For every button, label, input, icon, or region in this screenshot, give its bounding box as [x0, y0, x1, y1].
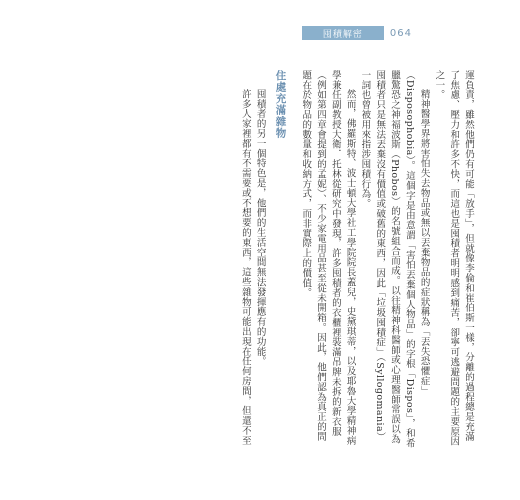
paragraph-continued: 運負責，雖然他們仍有可能「放手」，但就像李倫和崔伯斯一樣，分離的過程總是充滿了焦慮、壓力和許多不快，而這也是囤積者明明感到痛苦，卻寧可逃避問題的主要原因之一。 [433, 70, 474, 447]
paragraph-living-space: 囤積者的另一個特色是，他們的生活空間無法發揮應有的功能。 [254, 89, 266, 367]
section-title: 囤積解密 [322, 29, 363, 40]
paragraph-research: 然而，佛羅斯特、波士頓大學社工學院院長蓋兒，史黛琪蒂，以及耶魯大學精神病學兼任副教授大衛．托林從研究中發現，許多囤積者的衣櫃裡裝滿吊牌未拆的新衣服（例如第四章會提到的孟妮）、不少家電用品甚至從未開箱。因此，他們認為真正的問題在於物品的數量和收納方式，而非實際上的價值。 [300, 70, 356, 446]
section-heading: 住處充滿雜物 [274, 70, 287, 139]
page-number: 064 [389, 27, 412, 39]
running-header [302, 26, 412, 40]
paragraph-clutter: 許多人家裡都有不需要或不想要的東西，這些雜物可能出現在任何房間，但還不至 [239, 89, 251, 446]
vertical-text-body [140, 70, 475, 450]
paragraph-disposophobia: 精神醫學界將害怕失去物品或無以丟棄物品的症狀稱為「丟失恐懼症」（Disposophobia）。這個字是由意謂「害怕丟棄個人物品」的字根「Dispos」，和希臘驚恐之神福波斯（Phobos）的名號組合而成。以往精神科醫師或心理醫師常誤以為囤積者只是無法丟棄沒有價值或破舊的東西，因此「垃圾囤積症」（Syllogomania）一詞也曾被用來指涉囤積行為。 [359, 70, 430, 449]
